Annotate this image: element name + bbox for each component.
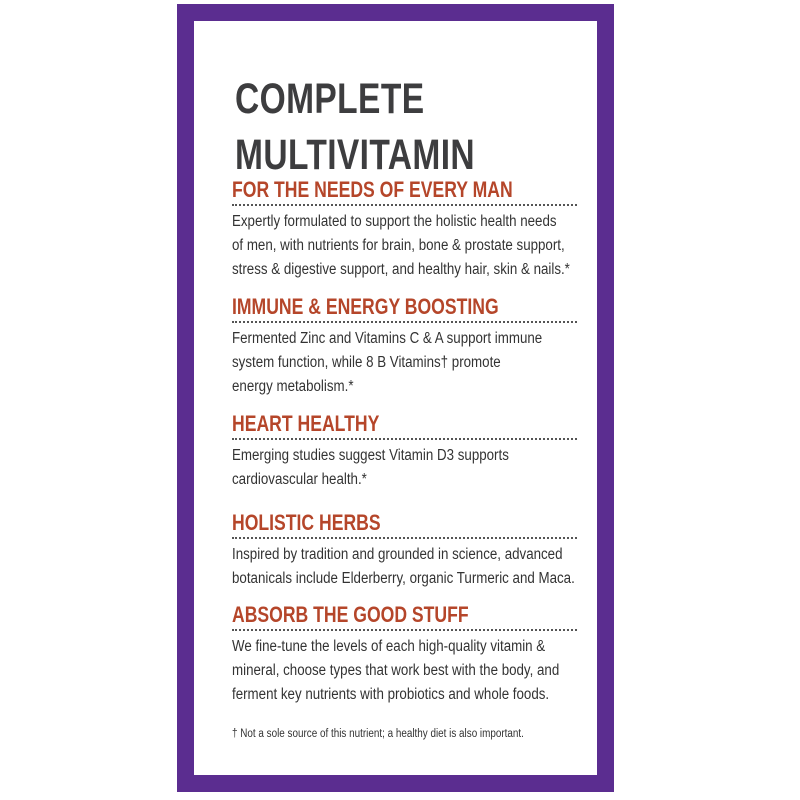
section-body: Expertly formulated to support the holistic health needs of men, with nutrients for brain, bone & prostate support, stress & digestive support, and healthy hair, skin & nails.* [232,213,570,278]
section-heading: HEART HEALTHY [232,411,380,436]
section-heading: HOLISTIC HERBS [232,510,381,535]
section-heading: ABSORB THE GOOD STUFF [232,602,469,627]
title-line-2: MULTIVITAMIN [235,131,476,179]
title-line-1: COMPLETE [235,75,425,123]
dotted-divider [232,537,577,539]
section-needs-of-every-man [232,177,577,282]
page-title [235,71,475,183]
section-heading: IMMUNE & ENERGY BOOSTING [232,294,499,319]
dotted-divider [232,204,577,206]
section-body: We fine-tune the levels of each high-quality vitamin & mineral, choose types that work best with the body, and ferment key nutrients with probiotics and whole foods. [232,638,560,703]
section-immune-energy [232,294,577,399]
section-body: Emerging studies suggest Vitamin D3 supports cardiovascular health.* [232,447,509,488]
footnote: † Not a sole source of this nutrient; a healthy diet is also important. [232,728,524,740]
section-heading: FOR THE NEEDS OF EVERY MAN [232,177,513,202]
section-absorb-good-stuff [232,602,577,707]
dotted-divider [232,321,577,323]
section-body: Inspired by tradition and grounded in science, advanced botanicals include Elderberry, organic Turmeric and Maca. [232,546,575,587]
dotted-divider [232,629,577,631]
section-holistic-herbs [232,510,577,591]
section-heart-healthy [232,411,577,492]
dotted-divider [232,438,577,440]
product-info-panel [177,4,614,792]
section-body: Fermented Zinc and Vitamins C & A support immune system function, while 8 B Vitamins† promote energy metabolism.* [232,330,543,395]
